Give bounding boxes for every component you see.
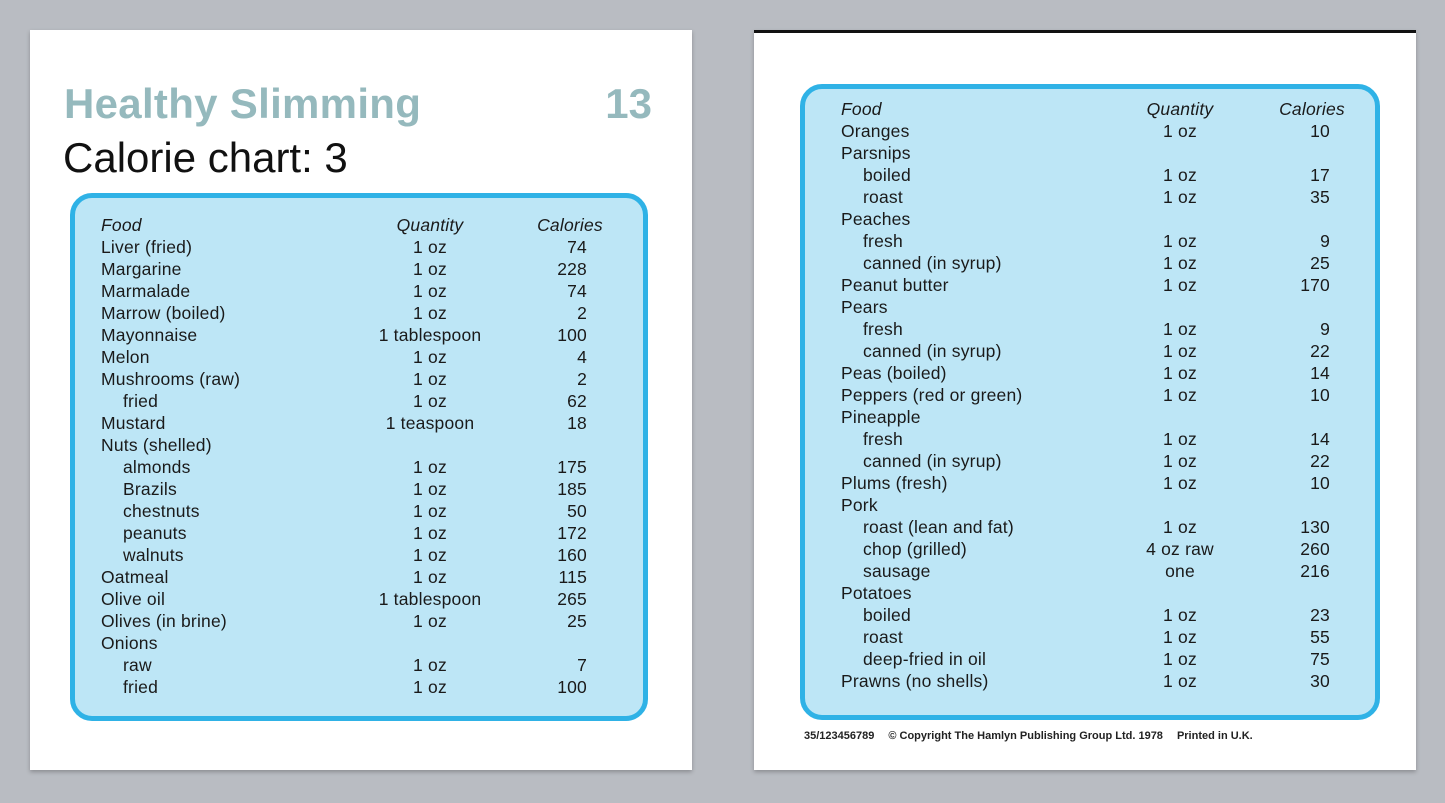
food-cell: chop (grilled) <box>863 539 967 559</box>
food-cell: Liver (fried) <box>101 237 193 257</box>
food-cell: Pineapple <box>841 407 921 427</box>
quantity-cell: 1 oz <box>413 655 447 675</box>
quantity-cell: 1 tablespoon <box>378 325 482 345</box>
quantity-cell: 1 oz <box>1163 649 1197 669</box>
table-row <box>75 390 643 412</box>
calories-cell: 170 <box>1300 275 1330 295</box>
food-cell: Brazils <box>123 479 177 499</box>
quantity-cell: 1 oz <box>413 567 447 587</box>
table-row <box>805 186 1375 208</box>
food-cell: almonds <box>123 457 191 477</box>
table-row <box>805 164 1375 186</box>
calories-cell: 14 <box>1310 429 1330 449</box>
food-cell: canned (in syrup) <box>863 451 1002 471</box>
table-row <box>805 538 1375 560</box>
quantity-column-header: Quantity <box>396 215 464 235</box>
food-cell: Peanut butter <box>841 275 949 295</box>
calories-cell: 22 <box>1310 451 1330 471</box>
table-row <box>805 142 1375 164</box>
table-row <box>75 610 643 632</box>
food-cell: chestnuts <box>123 501 200 521</box>
calories-cell: 25 <box>567 611 587 631</box>
quantity-cell: 1 oz <box>1163 451 1197 471</box>
calories-cell: 115 <box>558 567 587 587</box>
table-row <box>805 582 1375 604</box>
food-cell: deep-fried in oil <box>863 649 987 669</box>
food-cell: fresh <box>863 231 903 251</box>
table-row <box>75 412 643 434</box>
table-row <box>805 604 1375 626</box>
quantity-cell: 1 oz <box>413 391 447 411</box>
series-title: Healthy Slimming <box>64 80 422 127</box>
quantity-cell: 1 oz <box>413 677 447 697</box>
quantity-cell: 1 oz <box>1163 605 1197 625</box>
table-row <box>75 368 643 390</box>
table-row <box>805 362 1375 384</box>
food-cell: Oatmeal <box>101 567 169 587</box>
quantity-cell: 1 tablespoon <box>378 589 482 609</box>
food-cell: sausage <box>863 561 931 581</box>
calories-cell: 17 <box>1310 165 1330 185</box>
table-row <box>75 302 643 324</box>
calorie-table-panel-back <box>800 84 1380 720</box>
food-cell: Pork <box>841 495 878 515</box>
table-row <box>805 252 1375 274</box>
food-cell: fresh <box>863 429 903 449</box>
calories-column-header: Calories <box>1279 99 1345 119</box>
catalog-code: 35/123456789 <box>804 730 875 742</box>
table-row <box>75 324 643 346</box>
calories-cell: 23 <box>1310 605 1330 625</box>
table-row <box>805 406 1375 428</box>
table-row <box>805 626 1375 648</box>
chart-title: Calorie chart: 3 <box>63 134 348 181</box>
calories-cell: 100 <box>557 325 587 345</box>
food-cell: Mayonnaise <box>101 325 198 345</box>
quantity-cell: 1 oz <box>1163 253 1197 273</box>
food-cell: walnuts <box>123 545 184 565</box>
food-cell: Marrow (boiled) <box>101 303 226 323</box>
calories-cell: 185 <box>557 479 587 499</box>
calories-cell: 10 <box>1310 385 1330 405</box>
calories-cell: 62 <box>567 391 587 411</box>
table-row <box>805 494 1375 516</box>
calories-cell: 9 <box>1320 231 1330 251</box>
food-cell: Mustard <box>101 413 166 433</box>
quantity-cell: one <box>1165 561 1195 581</box>
calories-cell: 4 <box>577 347 587 367</box>
food-cell: canned (in syrup) <box>863 341 1002 361</box>
table-row <box>75 500 643 522</box>
calories-cell: 22 <box>1310 341 1330 361</box>
food-cell: roast <box>863 627 903 647</box>
food-cell: Potatoes <box>841 583 912 603</box>
table-row <box>75 346 643 368</box>
table-header-row <box>805 98 1375 120</box>
calories-cell: 55 <box>1310 627 1330 647</box>
quantity-cell: 1 oz <box>413 237 447 257</box>
quantity-cell: 1 oz <box>413 281 447 301</box>
food-cell: Peppers (red or green) <box>841 385 1023 405</box>
food-cell: fresh <box>863 319 903 339</box>
table-row <box>75 632 643 654</box>
table-row <box>805 340 1375 362</box>
calorie-table-back <box>805 89 1375 692</box>
calories-cell: 2 <box>577 369 587 389</box>
calories-cell: 260 <box>1300 539 1330 559</box>
quantity-cell: 1 oz <box>1163 385 1197 405</box>
food-cell: Onions <box>101 633 158 653</box>
calories-cell: 172 <box>557 523 587 543</box>
quantity-cell: 1 oz <box>413 369 447 389</box>
calories-cell: 9 <box>1320 319 1330 339</box>
quantity-cell: 1 oz <box>413 501 447 521</box>
quantity-cell: 4 oz raw <box>1146 539 1214 559</box>
table-row <box>75 588 643 610</box>
quantity-cell: 1 oz <box>1163 187 1197 207</box>
table-row <box>75 654 643 676</box>
table-row <box>75 434 643 456</box>
food-cell: Pears <box>841 297 888 317</box>
food-cell: boiled <box>863 605 911 625</box>
food-cell: Olive oil <box>101 589 166 609</box>
table-row <box>805 230 1375 252</box>
card-front <box>30 30 692 770</box>
food-cell: fried <box>123 677 159 697</box>
quantity-cell: 1 oz <box>413 347 447 367</box>
food-cell: canned (in syrup) <box>863 253 1002 273</box>
food-column-header: Food <box>841 99 882 119</box>
food-cell: Plums (fresh) <box>841 473 948 493</box>
table-row <box>805 472 1375 494</box>
table-row <box>75 236 643 258</box>
quantity-cell: 1 oz <box>1163 429 1197 449</box>
calorie-table-front <box>75 198 643 698</box>
calories-cell: 7 <box>577 655 587 675</box>
quantity-cell: 1 oz <box>413 259 447 279</box>
quantity-cell: 1 oz <box>1163 363 1197 383</box>
quantity-cell: 1 oz <box>1163 627 1197 647</box>
table-row <box>75 676 643 698</box>
table-row <box>805 120 1375 142</box>
quantity-cell: 1 oz <box>1163 275 1197 295</box>
quantity-column-header: Quantity <box>1146 99 1214 119</box>
calories-cell: 74 <box>567 281 587 301</box>
table-row <box>75 544 643 566</box>
quantity-cell: 1 teaspoon <box>385 413 475 433</box>
food-cell: Marmalade <box>101 281 191 301</box>
card-number: 13 <box>605 80 652 127</box>
calorie-table-panel-front <box>70 193 648 721</box>
table-row <box>805 384 1375 406</box>
food-cell: Melon <box>101 347 150 367</box>
calories-cell: 25 <box>1310 253 1330 273</box>
food-cell: boiled <box>863 165 911 185</box>
quantity-cell: 1 oz <box>413 303 447 323</box>
table-row <box>805 318 1375 340</box>
table-row <box>75 566 643 588</box>
food-cell: Prawns (no shells) <box>841 671 989 691</box>
food-column-header: Food <box>101 215 142 235</box>
food-cell: peanuts <box>123 523 187 543</box>
table-row <box>805 208 1375 230</box>
copyright-notice: © Copyright The Hamlyn Publishing Group Ltd. 1978 <box>888 730 1163 742</box>
table-row <box>805 670 1375 692</box>
table-row <box>805 648 1375 670</box>
quantity-cell: 1 oz <box>1163 671 1197 691</box>
food-cell: roast <box>863 187 903 207</box>
calories-cell: 228 <box>557 259 587 279</box>
table-row <box>75 478 643 500</box>
calories-cell: 50 <box>567 501 587 521</box>
calories-cell: 30 <box>1310 671 1330 691</box>
table-row <box>805 560 1375 582</box>
calories-cell: 10 <box>1310 121 1330 141</box>
calories-cell: 130 <box>1300 517 1330 537</box>
table-row <box>805 296 1375 318</box>
table-row <box>75 522 643 544</box>
food-cell: Oranges <box>841 121 910 141</box>
quantity-cell: 1 oz <box>1163 473 1197 493</box>
quantity-cell: 1 oz <box>1163 231 1197 251</box>
calories-cell: 10 <box>1310 473 1330 493</box>
food-cell: Mushrooms (raw) <box>101 369 241 389</box>
quantity-cell: 1 oz <box>413 457 447 477</box>
food-cell: Peas (boiled) <box>841 363 947 383</box>
calories-cell: 216 <box>1300 561 1330 581</box>
food-cell: Margarine <box>101 259 182 279</box>
calories-cell: 35 <box>1310 187 1330 207</box>
table-row <box>805 516 1375 538</box>
table-row <box>75 456 643 478</box>
table-row <box>805 450 1375 472</box>
quantity-cell: 1 oz <box>1163 341 1197 361</box>
printed-in-notice: Printed in U.K. <box>1176 730 1253 742</box>
quantity-cell: 1 oz <box>1163 319 1197 339</box>
food-cell: Parsnips <box>841 143 911 163</box>
table-row <box>75 280 643 302</box>
quantity-cell: 1 oz <box>413 545 447 565</box>
quantity-cell: 1 oz <box>413 611 447 631</box>
calories-column-header: Calories <box>537 215 603 235</box>
calories-cell: 18 <box>567 413 587 433</box>
calories-cell: 74 <box>567 237 587 257</box>
food-cell: raw <box>123 655 152 675</box>
table-header-row <box>75 214 643 236</box>
food-cell: Peaches <box>841 209 911 229</box>
calories-cell: 75 <box>1310 649 1330 669</box>
quantity-cell: 1 oz <box>413 479 447 499</box>
food-cell: Nuts (shelled) <box>101 435 212 455</box>
card-back <box>754 30 1416 770</box>
food-cell: fried <box>123 391 159 411</box>
quantity-cell: 1 oz <box>1163 165 1197 185</box>
food-cell: Olives (in brine) <box>101 611 227 631</box>
calories-cell: 14 <box>1310 363 1330 383</box>
calories-cell: 2 <box>577 303 587 323</box>
food-cell: roast (lean and fat) <box>863 517 1014 537</box>
quantity-cell: 1 oz <box>413 523 447 543</box>
calories-cell: 175 <box>557 457 587 477</box>
calories-cell: 100 <box>557 677 587 697</box>
table-row <box>75 258 643 280</box>
publisher-footer <box>804 730 1267 742</box>
quantity-cell: 1 oz <box>1163 517 1197 537</box>
calories-cell: 160 <box>557 545 587 565</box>
quantity-cell: 1 oz <box>1163 121 1197 141</box>
calories-cell: 265 <box>557 589 587 609</box>
table-row <box>805 274 1375 296</box>
table-row <box>805 428 1375 450</box>
